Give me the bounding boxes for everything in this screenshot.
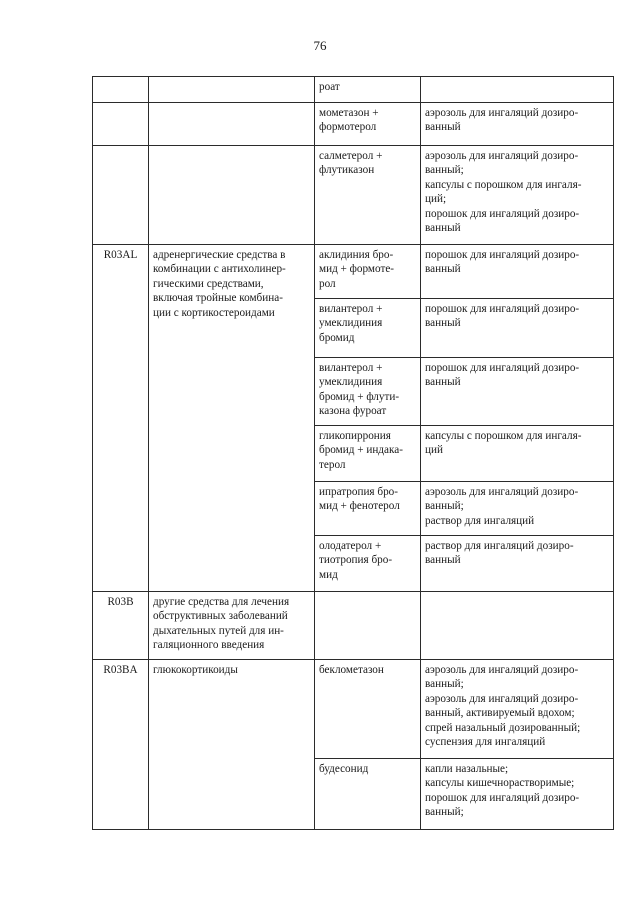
- table-row: [93, 592, 614, 660]
- page-number: 76: [313, 38, 327, 53]
- group-name-cell: другие средства для лечения обструктивных заболеваний дыхательных путей для ин- галяционного введения: [149, 592, 315, 660]
- dosage-form-cell: порошок для ингаляций дозиро- ванный: [421, 358, 614, 426]
- drug-name-cell: будесонид: [315, 759, 421, 830]
- table-row: [93, 660, 614, 759]
- table-row: [93, 146, 614, 245]
- group-name-cell: [149, 146, 315, 245]
- table-row: [93, 103, 614, 146]
- drug-name-cell: олодатерол + тиотропия бро- мид: [315, 536, 421, 592]
- dosage-form-cell: [421, 592, 614, 660]
- dosage-form-cell: аэрозоль для ингаляций дозиро- ванный; аэрозоль для ингаляций дозиро- ванный, активируемый вдохом; спрей назальный дозированный; суспензия для ингаляций: [421, 660, 614, 759]
- drug-name-cell: мометазон + формотерол: [315, 103, 421, 146]
- drug-name-cell: вилантерол + умеклидиния бромид + флути- казона фуроат: [315, 358, 421, 426]
- dosage-form-cell: раствор для ингаляций дозиро- ванный: [421, 536, 614, 592]
- drug-table: [92, 76, 614, 830]
- dosage-form-cell: капсулы с порошком для ингаля- ций: [421, 426, 614, 482]
- group-name-cell: глюкокортикоиды: [149, 660, 315, 830]
- group-name-cell: адренергические средства в комбинации с антихолинер- гическими средствами, включая тройные комбина- ции с кортикостероидами: [149, 245, 315, 592]
- atc-code-cell: R03B: [93, 592, 149, 660]
- dosage-form-cell: аэрозоль для ингаляций дозиро- ванный; раствор для ингаляций: [421, 482, 614, 536]
- drug-name-cell: вилантерол + умеклидиния бромид: [315, 299, 421, 358]
- atc-code-cell: R03AL: [93, 245, 149, 592]
- drug-name-cell: ипратропия бро- мид + фенотерол: [315, 482, 421, 536]
- dosage-form-cell: аэрозоль для ингаляций дозиро- ванный: [421, 103, 614, 146]
- atc-code-cell: [93, 103, 149, 146]
- dosage-form-cell: аэрозоль для ингаляций дозиро- ванный; капсулы с порошком для ингаля- ций; порошок для ингаляций дозиро- ванный: [421, 146, 614, 245]
- drug-name-cell: салметерол + флутиказон: [315, 146, 421, 245]
- atc-code-cell: [93, 146, 149, 245]
- group-name-cell: [149, 77, 315, 103]
- atc-code-cell: R03BA: [93, 660, 149, 830]
- drug-name-cell: гликопиррония бромид + индака- терол: [315, 426, 421, 482]
- table-row: [93, 245, 614, 299]
- table-row: [93, 77, 614, 103]
- group-name-cell: [149, 103, 315, 146]
- dosage-form-cell: [421, 77, 614, 103]
- drug-name-cell: роат: [315, 77, 421, 103]
- drug-name-cell: беклометазон: [315, 660, 421, 759]
- drug-name-cell: [315, 592, 421, 660]
- dosage-form-cell: порошок для ингаляций дозиро- ванный: [421, 245, 614, 299]
- dosage-form-cell: порошок для ингаляций дозиро- ванный: [421, 299, 614, 358]
- dosage-form-cell: капли назальные; капсулы кишечнорастворимые; порошок для ингаляций дозиро- ванный;: [421, 759, 614, 830]
- atc-code-cell: [93, 77, 149, 103]
- drug-name-cell: аклидиния бро- мид + формоте- рол: [315, 245, 421, 299]
